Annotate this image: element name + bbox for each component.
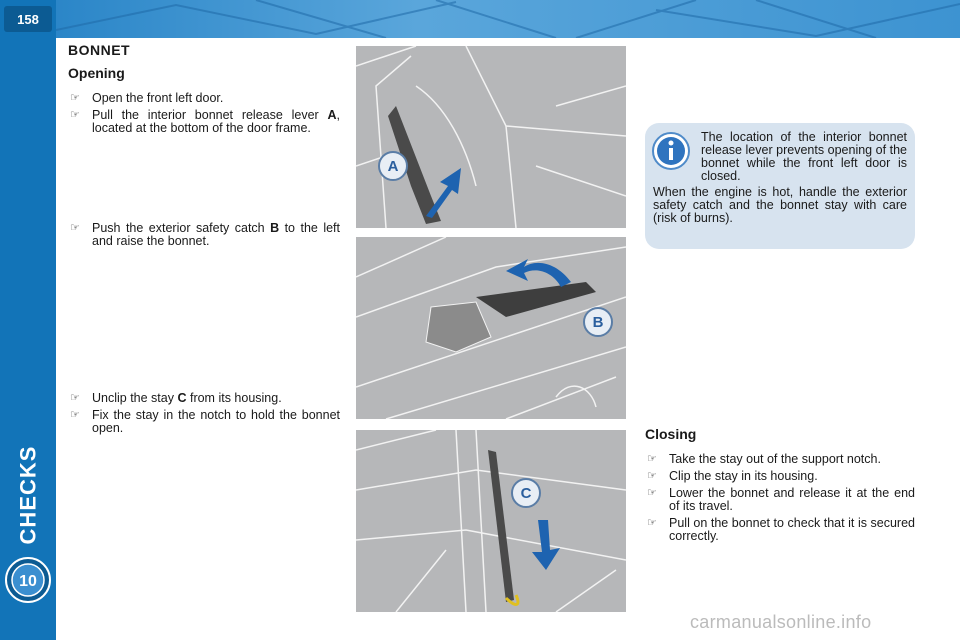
info-icon — [651, 131, 691, 174]
pointing-hand-icon: ☞ — [70, 409, 80, 421]
info-box — [645, 123, 915, 249]
chapter-number-text: 10 — [19, 573, 37, 590]
closing-step: ☞ Pull on the bonnet to check that it is secured correctly. — [647, 516, 915, 543]
pointing-hand-icon: ☞ — [647, 453, 657, 465]
closing-instructions — [645, 428, 915, 547]
info-text-door: The location of the interior bonnet release lever prevents opening of the bonnet while the front left door is closed. — [701, 130, 907, 183]
banner-lines-decoration — [56, 0, 960, 38]
step-open-door: ☞ Open the front left door. — [70, 91, 224, 105]
pointing-hand-icon: ☞ — [647, 517, 657, 529]
closing-heading: Closing — [645, 426, 697, 442]
step-fix-stay: ☞ Fix the stay in the notch to hold the bonnet open. — [70, 408, 340, 435]
bonnet-instructions — [68, 44, 340, 439]
chapter-number-badge — [4, 556, 60, 612]
label-a: A — [387, 158, 399, 175]
illustration-release-lever — [356, 46, 626, 228]
info-text-hot-engine: When the engine is hot, handle the exterior safety catch and the bonnet stay with care (risk of burns). — [653, 185, 907, 225]
step-unclip-stay: ☞ Unclip the stay C from its housing. — [70, 391, 282, 405]
pointing-hand-icon: ☞ — [70, 92, 80, 104]
left-arrow-icon — [506, 259, 571, 287]
label-c: C — [520, 485, 532, 502]
down-arrow-icon — [532, 520, 560, 570]
label-b: B — [592, 314, 604, 331]
pointing-hand-icon: ☞ — [70, 109, 80, 121]
closing-step: ☞ Take the stay out of the support notch. — [647, 452, 881, 466]
page-number: 158 — [4, 6, 52, 32]
chapter-label: CHECKS — [15, 445, 40, 545]
section-title: BONNET — [68, 42, 131, 58]
illustration-bonnet-stay — [356, 430, 626, 612]
header-banner — [56, 0, 960, 38]
closing-step: ☞ Lower the bonnet and release it at the end of its travel. — [647, 486, 915, 513]
pointing-hand-icon: ☞ — [647, 487, 657, 499]
pointing-hand-icon: ☞ — [647, 470, 657, 482]
closing-step: ☞ Clip the stay in its housing. — [647, 469, 818, 483]
illustration-safety-catch — [356, 237, 626, 419]
pointing-hand-icon: ☞ — [70, 392, 80, 404]
watermark: carmanualsonline.info — [690, 612, 872, 632]
chapter-sidebar — [0, 0, 56, 640]
step-pull-lever: ☞ Pull the interior bonnet release lever A, located at the bottom of the door frame. — [70, 108, 340, 135]
step-push-catch: ☞ Push the exterior safety catch B to the left and raise the bonnet. — [70, 221, 340, 248]
opening-heading: Opening — [68, 65, 125, 81]
pointing-hand-icon: ☞ — [70, 222, 80, 234]
up-arrow-icon — [426, 168, 461, 218]
